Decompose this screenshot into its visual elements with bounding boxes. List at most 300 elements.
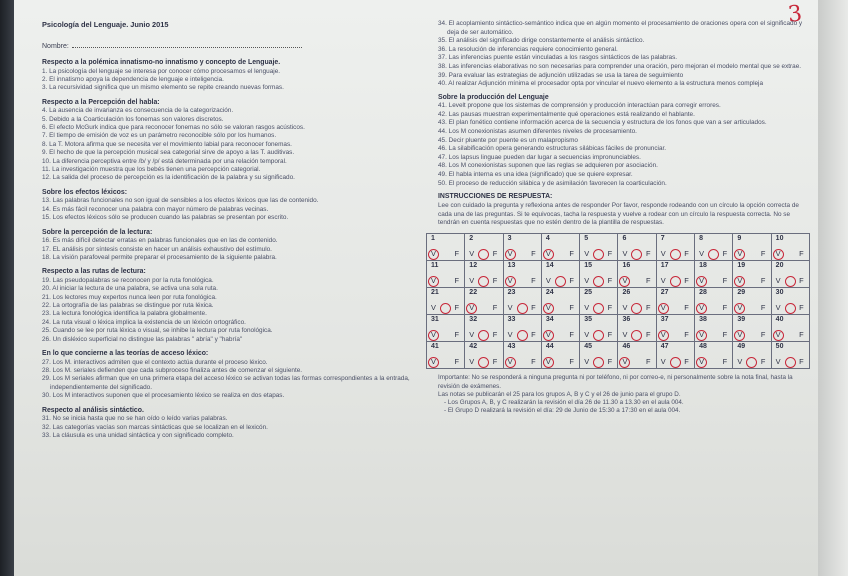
question-section (42, 189, 432, 223)
false-option[interactable]: F (454, 303, 459, 313)
true-option[interactable]: V (699, 249, 705, 259)
publication-note: Las notas se publicarán el 25 para los grupos A, B y C y el 26 de junio para el grupo D. (438, 390, 681, 398)
answer-cell[interactable] (465, 315, 503, 342)
circled-answer-mark (478, 276, 489, 287)
false-option[interactable]: F (760, 303, 766, 313)
false-option[interactable]: F (684, 357, 689, 367)
question-item: 37. Las inferencias puente están vinculadas a los rasgos sintácticos de las palabras. (438, 54, 678, 62)
false-option[interactable]: F (684, 303, 689, 313)
question-item: 32. Las categorías vacías son marcas sintácticas que se localizan en el lexicón. (42, 423, 268, 431)
question-number: 29 (737, 289, 746, 297)
true-option[interactable]: V (660, 276, 666, 286)
circled-answer-mark (593, 276, 604, 287)
question-item: 8. La T. Motora afirma que se necesita ver el movimiento labial para reconocer fonemas. (42, 140, 292, 148)
answer-cell[interactable] (541, 342, 579, 369)
question-item: 13. Las palabras funcionales no son igual de sensibles a los efectos léxicos que las de contenido. (42, 197, 319, 205)
answer-row (427, 315, 810, 342)
false-option[interactable]: F (607, 357, 613, 367)
section-heading: Sobre los efectos léxicos: (42, 188, 128, 196)
circled-answer-mark (785, 276, 796, 287)
circled-answer-mark (505, 276, 516, 287)
true-option[interactable]: V (545, 249, 551, 259)
important-note: Importante: No se responderá a ninguna pregunta ni por teléfono, ni por correo-e, ni personalmente sobre la nota final, hasta la revisión de exámenes. (438, 374, 793, 390)
instructions-text: Lee con cuidado la pregunta y reflexiona antes de responder Por favor, responde rodeando con un círculo la opción correcta de cada una de las preguntas. Si te equivocas, tacha la respuesta y vuelve a rodear con un círculo la respuesta correcta. No se tendrán en cuenta respuestas que no estén dentro de la plantilla de respuestas. (438, 202, 799, 226)
question-number: 24 (545, 289, 554, 297)
false-option[interactable]: F (760, 330, 766, 340)
circled-answer-mark (658, 303, 669, 314)
true-option[interactable]: V (469, 249, 475, 259)
section-heading: Respecto a la Percepción del habla: (42, 98, 160, 106)
true-option[interactable]: V (737, 249, 743, 259)
question-number: 40 (775, 316, 784, 324)
false-option[interactable]: F (684, 276, 689, 286)
true-option[interactable]: V (584, 303, 590, 313)
true-option[interactable]: V (507, 330, 513, 340)
question-item: 3. La recursividad significa que un mismo elemento se repite creando nuevas formas. (42, 84, 284, 92)
answer-cell[interactable] (656, 234, 694, 261)
circled-answer-mark (478, 249, 489, 260)
question-number: 18 (699, 262, 707, 270)
true-option[interactable]: V (660, 249, 666, 259)
circled-answer-mark (734, 330, 745, 341)
question-item: 35. El análisis del significado dirige constantemente el análisis sintáctico. (438, 37, 645, 45)
true-option[interactable]: V (737, 357, 743, 367)
true-option[interactable]: V (507, 249, 513, 259)
false-option[interactable]: F (684, 249, 689, 259)
question-number: 1 (431, 235, 435, 243)
circled-answer-mark (696, 357, 707, 368)
true-option[interactable]: V (431, 249, 436, 259)
question-number: 28 (699, 289, 707, 297)
circled-answer-mark (517, 330, 528, 341)
true-option[interactable]: V (584, 249, 590, 259)
answer-cell[interactable] (771, 342, 809, 369)
question-item: 43. El plan fonético contiene información acerca de la secuencia y estructura de los fonos que van a ser articulados. (438, 119, 767, 127)
false-option[interactable]: F (645, 357, 651, 367)
false-option[interactable]: F (569, 303, 574, 313)
answer-cell[interactable] (656, 261, 694, 288)
question-number: 14 (545, 262, 554, 270)
question-number: 39 (737, 316, 746, 324)
question-number: 43 (507, 343, 516, 351)
footer-notes (438, 374, 806, 415)
circled-answer-mark (517, 303, 528, 314)
question-number: 13 (507, 262, 516, 270)
question-number: 49 (737, 343, 746, 351)
false-option[interactable]: F (799, 357, 804, 367)
document-title: Psicología del Lenguaje. Junio 2015 (42, 20, 169, 29)
answer-cell[interactable] (427, 261, 465, 288)
question-item: 31. No se inicia hasta que no se han oído o leído varias palabras. (42, 415, 228, 423)
question-section (42, 350, 432, 401)
question-item: 2. El innatismo apoya la dependencia de lenguaje e inteligencia. (42, 75, 224, 83)
false-option[interactable]: F (492, 276, 498, 286)
false-option[interactable]: F (454, 276, 459, 286)
true-option[interactable]: V (737, 303, 743, 313)
true-option[interactable]: V (507, 303, 513, 313)
name-field[interactable] (42, 43, 432, 50)
answer-cell[interactable] (771, 288, 809, 315)
question-number: 16 (622, 262, 631, 270)
desk-background-right (818, 0, 848, 576)
question-number: 10 (775, 235, 784, 243)
question-number: 47 (660, 343, 669, 351)
question-number: 27 (660, 289, 669, 297)
circled-answer-mark (543, 303, 554, 314)
circled-answer-mark (428, 357, 439, 368)
answer-row (427, 288, 810, 315)
right-column (431, 20, 806, 415)
true-option[interactable]: V (737, 276, 743, 286)
answer-cell[interactable] (465, 342, 503, 369)
question-section (42, 99, 432, 183)
circled-answer-mark (734, 276, 745, 287)
review-group-d: - El Grupo D realizará la revisión el día: 29 de Junio de 15:30 a 17:30 en el aula 004. (444, 407, 681, 415)
answer-cell[interactable] (503, 342, 541, 369)
true-option[interactable]: V (737, 330, 743, 340)
answer-cell[interactable] (465, 261, 503, 288)
circled-answer-mark (696, 303, 707, 314)
true-option[interactable]: V (545, 276, 551, 286)
question-item: 1. La psicología del lenguaje se interesa por conocer cómo procesamos el lenguaje. (42, 67, 281, 75)
answer-cell[interactable] (771, 261, 809, 288)
true-option[interactable]: V (775, 357, 781, 367)
false-option[interactable]: F (569, 276, 574, 286)
answer-cell[interactable] (503, 288, 541, 315)
question-number: 7 (660, 235, 665, 243)
question-item: 11. La investigación muestra que los bebés tienen una percepción categorial. (42, 166, 261, 174)
circled-answer-mark (696, 276, 707, 287)
true-option[interactable]: V (775, 330, 781, 340)
answer-cell[interactable] (580, 234, 618, 261)
true-option[interactable]: V (660, 330, 666, 340)
question-item: 34. El acoplamiento sintáctico-semántico indica que en algún momento el procesamiento de oraciones opera con el significado y deja de ser automático. (438, 20, 803, 36)
true-option[interactable]: V (545, 303, 551, 313)
name-label: Nombre: (42, 43, 69, 50)
question-item: 49. El habla interna es una idea (significado) que se quiere expresar. (438, 171, 633, 178)
false-option[interactable]: F (799, 303, 804, 313)
answer-cell[interactable] (541, 288, 579, 315)
true-option[interactable]: V (699, 330, 705, 340)
false-option[interactable]: F (760, 276, 766, 286)
instructions-heading: INSTRUCCIONES DE RESPUESTA: (438, 193, 553, 201)
question-item: 20. Al iniciar la lectura de una palabra, se activa una sola ruta. (42, 285, 218, 293)
answer-row (427, 342, 810, 369)
answer-cell[interactable] (580, 261, 618, 288)
false-option[interactable]: F (799, 276, 804, 286)
circled-answer-mark (428, 330, 439, 341)
false-option[interactable]: F (722, 330, 728, 340)
circled-answer-mark (555, 276, 566, 287)
question-item: 25. Cuando se lee por ruta léxica o visual, se inhibe la lectura por ruta fonológica. (42, 327, 273, 335)
circled-answer-mark (785, 303, 796, 314)
answer-cell[interactable] (771, 315, 809, 342)
false-option[interactable]: F (722, 249, 728, 259)
answer-cell[interactable] (427, 234, 465, 261)
answer-cell[interactable] (427, 315, 465, 342)
circled-answer-mark (593, 249, 604, 260)
true-option[interactable]: V (660, 357, 666, 367)
true-option[interactable]: V (469, 303, 475, 313)
right-questions-top (438, 20, 806, 89)
true-option[interactable]: V (431, 330, 436, 340)
false-option[interactable]: F (531, 276, 536, 286)
answer-cell[interactable] (656, 288, 694, 315)
answer-grid-wrapper (426, 233, 806, 369)
true-option[interactable]: V (431, 276, 436, 286)
false-option[interactable]: F (799, 330, 804, 340)
answer-cell[interactable] (695, 234, 733, 261)
false-option[interactable]: F (607, 303, 613, 313)
section-heading: Sobre la percepción de la lectura: (42, 228, 153, 236)
question-item: 16. Es más difícil detectar erratas en palabras funcionales que en las de contenido. (42, 237, 278, 245)
false-option[interactable]: F (569, 357, 574, 367)
circled-answer-mark (708, 249, 719, 260)
section-heading: Respecto a la polémica innatismo-no innatismo y concepto de Lenguaje. (42, 59, 281, 66)
true-option[interactable]: V (584, 330, 590, 340)
circled-answer-mark (543, 330, 554, 341)
true-option[interactable]: V (660, 303, 666, 313)
false-option[interactable]: F (569, 330, 574, 340)
false-option[interactable]: F (454, 330, 459, 340)
question-item: 12. La salida del proceso de percepción es la identificación de la palabra y su significado. (42, 174, 295, 182)
true-option[interactable]: V (431, 357, 436, 367)
question-number: 4 (545, 235, 550, 243)
true-option[interactable]: V (431, 303, 436, 313)
circled-answer-mark (478, 330, 489, 341)
answer-cell[interactable] (465, 288, 503, 315)
question-item: 36. La resolución de inferencias requiere conocimiento general. (438, 45, 618, 53)
false-option[interactable]: F (531, 303, 536, 313)
false-option[interactable]: F (645, 303, 651, 313)
circled-answer-mark (619, 276, 630, 287)
answer-cell[interactable] (618, 234, 656, 261)
handwritten-number: 3 (786, 1, 804, 28)
answer-cell[interactable] (733, 234, 771, 261)
answer-cell[interactable] (618, 261, 656, 288)
false-option[interactable]: F (722, 303, 728, 313)
true-option[interactable]: V (775, 276, 781, 286)
false-option[interactable]: F (760, 357, 766, 367)
circled-answer-mark (670, 276, 681, 287)
true-option[interactable]: V (507, 357, 513, 367)
question-number: 35 (584, 316, 592, 324)
question-item: 5. Debido a la Coarticulación los fonemas son valores discretos. (42, 115, 224, 123)
desk-background-left (0, 0, 14, 576)
question-number: 31 (431, 316, 439, 324)
true-option[interactable]: V (699, 357, 705, 367)
question-item: 19. Las pseudopalabras se reconocen por la ruta fonológica. (42, 276, 214, 284)
left-question-sections (42, 59, 432, 440)
false-option[interactable]: F (454, 357, 459, 367)
question-number: 42 (469, 343, 478, 351)
circled-answer-mark (773, 330, 784, 341)
answer-cell[interactable] (541, 261, 579, 288)
true-option[interactable]: V (469, 330, 475, 340)
answer-cell[interactable] (656, 315, 694, 342)
answer-cell[interactable] (427, 288, 465, 315)
question-number: 30 (775, 289, 784, 297)
true-option[interactable]: V (469, 357, 475, 367)
true-option[interactable]: V (622, 357, 628, 367)
answer-cell[interactable] (618, 288, 656, 315)
answer-cell[interactable] (580, 315, 618, 342)
true-option[interactable]: V (584, 357, 590, 367)
question-number: 34 (545, 316, 554, 324)
answer-cell[interactable] (656, 342, 694, 369)
true-option[interactable]: V (775, 303, 781, 313)
false-option[interactable]: F (645, 276, 651, 286)
circled-answer-mark (593, 357, 604, 368)
answer-row (427, 261, 810, 288)
false-option[interactable]: F (492, 303, 498, 313)
answer-cell[interactable] (503, 315, 541, 342)
answer-cell[interactable] (618, 315, 656, 342)
answer-grid (426, 233, 810, 369)
question-number: 9 (737, 235, 742, 243)
question-number: 23 (507, 289, 516, 297)
answer-cell[interactable] (541, 234, 579, 261)
answer-cell[interactable] (733, 288, 771, 315)
true-option[interactable]: V (622, 330, 628, 340)
false-option[interactable]: F (722, 276, 728, 286)
circled-answer-mark (466, 303, 477, 314)
answer-cell[interactable] (465, 234, 503, 261)
answer-cell[interactable] (695, 315, 733, 342)
name-blank-line[interactable] (72, 43, 302, 48)
circled-answer-mark (478, 357, 489, 368)
question-number: 20 (775, 262, 784, 270)
answer-cell[interactable] (733, 342, 771, 369)
circled-answer-mark (631, 303, 642, 314)
true-option[interactable]: V (622, 303, 628, 313)
circled-answer-mark (505, 249, 516, 260)
answer-cell[interactable] (427, 342, 465, 369)
false-option[interactable]: F (722, 357, 728, 367)
false-option[interactable]: F (531, 249, 536, 259)
question-item: 23. La lectura fonológica identifica la palabra globalmente. (42, 310, 207, 318)
question-item: 24. La ruta visual o léxica implica la existencia de un léxicón ortográfico. (42, 318, 246, 326)
answer-cell[interactable] (541, 315, 579, 342)
answer-cell[interactable] (733, 315, 771, 342)
question-item: 41. Levelt propone que los sistemas de comprensión y producción interactúan para corregir errores. (438, 102, 721, 110)
circled-answer-mark (746, 357, 757, 368)
answer-cell[interactable] (733, 261, 771, 288)
false-option[interactable]: F (492, 330, 498, 340)
circled-answer-mark (593, 303, 604, 314)
question-item: 14. Es más fácil reconocer una palabra con mayor número de palabras vecinas. (42, 205, 269, 213)
false-option[interactable]: F (607, 276, 613, 286)
false-option[interactable]: F (799, 249, 804, 259)
answer-cell[interactable] (618, 342, 656, 369)
section-heading: Respecto al análisis sintáctico. (42, 406, 144, 414)
question-number: 33 (507, 316, 516, 324)
question-number: 45 (584, 343, 592, 351)
circled-answer-mark (696, 330, 707, 341)
false-option[interactable]: F (569, 249, 574, 259)
question-item: 46. La silabificación opera generando estructuras silábicas fáciles de pronunciar. (438, 145, 667, 153)
false-option[interactable]: F (607, 249, 613, 259)
true-option[interactable]: V (699, 276, 705, 286)
false-option[interactable]: F (760, 249, 766, 259)
false-option[interactable]: F (684, 330, 689, 340)
question-number: 32 (469, 316, 478, 324)
true-option[interactable]: V (584, 276, 590, 286)
answer-cell[interactable] (503, 261, 541, 288)
false-option[interactable]: F (645, 330, 651, 340)
true-option[interactable]: V (775, 249, 781, 259)
true-option[interactable]: V (699, 303, 705, 313)
circled-answer-mark (785, 357, 796, 368)
question-section (42, 229, 432, 263)
question-item: 44. Los M conexionistas asumen diferentes niveles de procesamiento. (438, 128, 637, 136)
question-item: 27. Los M. interactivos admiten que el contexto actúa durante el proceso léxico. (42, 358, 268, 366)
question-item: 28. Los M. seriales defienden que cada subproceso finaliza antes de comenzar el siguiente. (42, 366, 303, 374)
true-option[interactable]: V (469, 276, 475, 286)
question-item: 50. El proceso de reducción silábica y de asimilación favorecen la coarticulación. (438, 179, 667, 187)
question-number: 25 (584, 289, 592, 297)
true-option[interactable]: V (545, 330, 551, 340)
question-item: 22. La ortografía de las palabras se distingue por ruta léxica. (42, 302, 214, 310)
answer-row (427, 234, 810, 261)
true-option[interactable]: V (507, 276, 513, 286)
question-number: 36 (622, 316, 631, 324)
true-option[interactable]: V (622, 276, 628, 286)
question-number: 17 (660, 262, 669, 270)
question-section (42, 407, 432, 441)
false-option[interactable]: F (454, 249, 459, 259)
question-number: 19 (737, 262, 746, 270)
question-item: 42. Las pausas muestran experimentalmente qué operaciones está realizando el hablante. (438, 110, 695, 118)
false-option[interactable]: F (531, 357, 536, 367)
answer-cell[interactable] (695, 342, 733, 369)
circled-answer-mark (773, 249, 784, 260)
circled-answer-mark (440, 303, 451, 314)
right-questions-production (438, 102, 806, 188)
false-option[interactable]: F (645, 249, 651, 259)
question-item: 47. Los lapsus linguae pueden dar lugar a secuencias impronunciables. (438, 153, 641, 161)
answer-cell[interactable] (580, 288, 618, 315)
answer-cell[interactable] (771, 234, 809, 261)
question-number: 48 (699, 343, 707, 351)
false-option[interactable]: F (492, 357, 498, 367)
question-number: 21 (431, 289, 439, 297)
circled-answer-mark (543, 249, 554, 260)
question-item: 9. El hecho de que la percepción musical sea categorial sirve de apoyo a las T. auditivas. (42, 149, 295, 157)
answer-cell[interactable] (503, 234, 541, 261)
true-option[interactable]: V (545, 357, 551, 367)
answer-cell[interactable] (695, 288, 733, 315)
left-column (42, 20, 432, 446)
question-section (42, 268, 432, 344)
circled-answer-mark (505, 357, 516, 368)
answer-cell[interactable] (695, 261, 733, 288)
circled-answer-mark (593, 330, 604, 341)
false-option[interactable]: F (607, 330, 613, 340)
answer-cell[interactable] (580, 342, 618, 369)
question-number: 12 (469, 262, 478, 270)
circled-answer-mark (670, 357, 681, 368)
question-number: 41 (431, 343, 439, 351)
question-number: 44 (545, 343, 554, 351)
true-option[interactable]: V (622, 249, 628, 259)
false-option[interactable]: F (492, 249, 498, 259)
question-number: 15 (584, 262, 592, 270)
circled-answer-mark (670, 249, 681, 260)
review-group-abc: - Los Grupos A, B, y C realizarán la revisión el día 26 de 11.30 a 13.30 en el aula 004. (444, 399, 684, 407)
question-number: 26 (622, 289, 631, 297)
false-option[interactable]: F (531, 330, 536, 340)
